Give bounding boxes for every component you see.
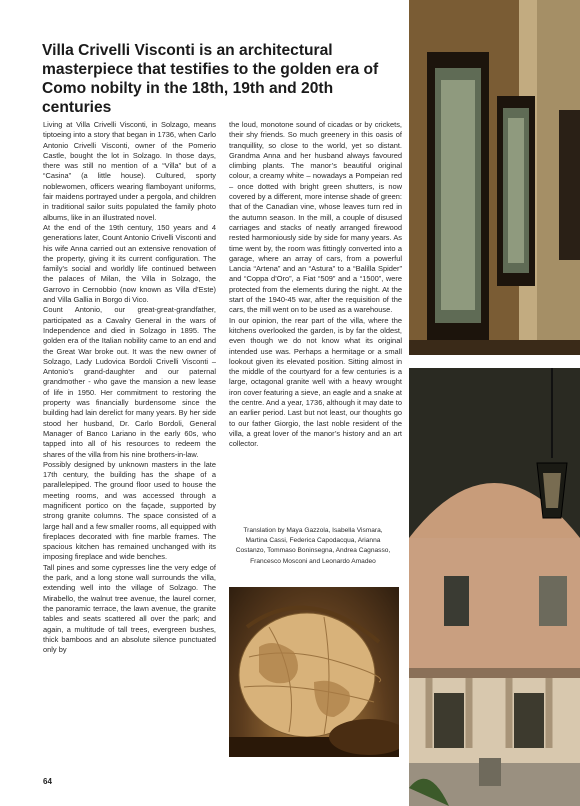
paragraph: Living at Villa Crivelli Visconti, in Solzago, means tiptoeing into a story that began in 1736, when Carlo Antonio Crivelli Visconti, owner of the Pomerio Castle, bought the lot in Solzago. In those days, there was still no mention of a “Villa” but of a “Casina” (a little house). Cultured, sporty noblewomen, officers wearing flamboyant uniforms, fair maidens portrayed under a pergola, and children in traditional sailor suits populated the family photo albums, like in an illustrated novel. (43, 120, 216, 222)
paragraph: Count Antonio, our great-great-grandfather, participated as a Cavalry General in the wars of Independence and died in Solzago in 1895. The golden era of the Italian nobility came to an end and the Great War broke out. It was the new owner of Solzago, Lady Ludovica Bordoli Crivelli Visconti – Antonio’s grand-daughter and our paternal grandmother - who gave the mansion a new lease of life in 1950. Her commitment to restoring the property was financially burdensome since the building had lain derelict for many years. By her side stood her husband, Dr. Carlo Bordoli, General Manager of Banco Lariano in the early 60s, who tapped into all of his resources to redeem the shares of the villa from his nine brothers-in-law. (43, 305, 216, 459)
courtyard-photo (409, 368, 580, 806)
interior-illustration (409, 0, 580, 355)
page-number: 64 (43, 777, 52, 786)
globe-illustration (229, 587, 399, 757)
credits-line: Translation by Maya Gazzola, Isabella Vismara, (243, 527, 383, 534)
text-column-left (43, 120, 216, 655)
globe-photo (229, 587, 399, 757)
credits-line: Martina Cassi, Federica Capodacqua, Arianna (245, 537, 381, 545)
interior-photo (409, 0, 580, 355)
paragraph: In our opinion, the rear part of the villa, where the kitchens overlooked the garden, is by far the oldest, even though we do not know what its original intended use was. Perhaps a hermitage or a small lookout given its elevated position. Sitting almost in the middle of the courtyard for a few centuries is a large, octagonal granite well with a heavy wrought iron cover featuring a sieve, an eagle and a snake at the centre. And a year, 1736, although it may date to an earlier period. Last but not least, our thoughts go to our father Giorgio, the last noble resident of the villa, a great lover of the manor’s history and an art collector. (229, 315, 402, 449)
credits-line: Francesco Mosconi and Leonardo Amadeo (250, 557, 376, 565)
credits-line: Costanzo, Tommaso Boninsegna, Andrea Cagnasso, (235, 547, 391, 555)
text-column-right (229, 120, 402, 450)
paragraph: Possibly designed by unknown masters in the late 17th century, the building has the shape of a parallelepiped. The ground floor used to house the meeting rooms, and was accessed through a magnificent portico on the façade, supported by strong granite columns. The space consisted of a large hall and a few smaller rooms, all equipped with fireplaces decorated with fine marble frames. The spacious kitchen has remained unchanged with its imposing fireplace and wide benches. (43, 459, 216, 562)
paragraph: Tall pines and some cypresses line the very edge of the park, and a long stone wall surrounds the villa, extending well into the village of Solzago. The Mirabello, the walnut tree avenue, the laurel corner, the panoramic terrace, the lawn avenue, the granite tables and seats scattered all over the park; and again, a multitude of tall trees, evergreen bushes, thick bamboos and an absolute silence punctuated only by (43, 562, 216, 655)
courtyard-illustration (409, 368, 580, 806)
paragraph: At the end of the 19th century, 150 years and 4 generations later, Count Antonio Crivelli Visconti and his wife Anna carried out an extensive renovation of the property, giving it its current configuration. The family’s social and worldly life continued between the palaces of Milan, the Villa in Solzago, the Garrovo in Cernobbio (now known as Villa d’Este) and Villa Gallia in Borgo di Vico. (43, 222, 216, 305)
paragraph: the loud, monotone sound of cicadas or by crickets, their shy friends. So much greenery in this oasis of tranquillity, so close to the world, yet so distant. Grandma Anna and her husband always favoured climbing plants. The manor’s beautiful original colour, a creamy white – nowadays a Pompeian red – once dotted with bright green shutters, is now covered by a different, more intense shade of green: that of the Canadian vine, whose leaves turn red in the autumn season. In the mill, a couple of disused carriages and stacks of neatly arranged firewood rested harmoniously side by side for many years. As time went by, the room was fittingly converted into a garage, where an array of cars, from a powerful Lancia “Artena” and an “Astura” to a “Balilla Spider” and “Coppa d’Oro”, a Fiat “509” and a “1500”, were protected from the elements during the night. At the start of the 1940-45 war, after the requisition of the cars, the mill went on to be used as a warehouse. (229, 120, 402, 315)
article-title: Villa Crivelli Visconti is an architectural masterpiece that testifies to the golden era of Como nobilty in the 18th, 19th and 20th centuries (42, 42, 379, 116)
translation-credits (226, 526, 400, 567)
